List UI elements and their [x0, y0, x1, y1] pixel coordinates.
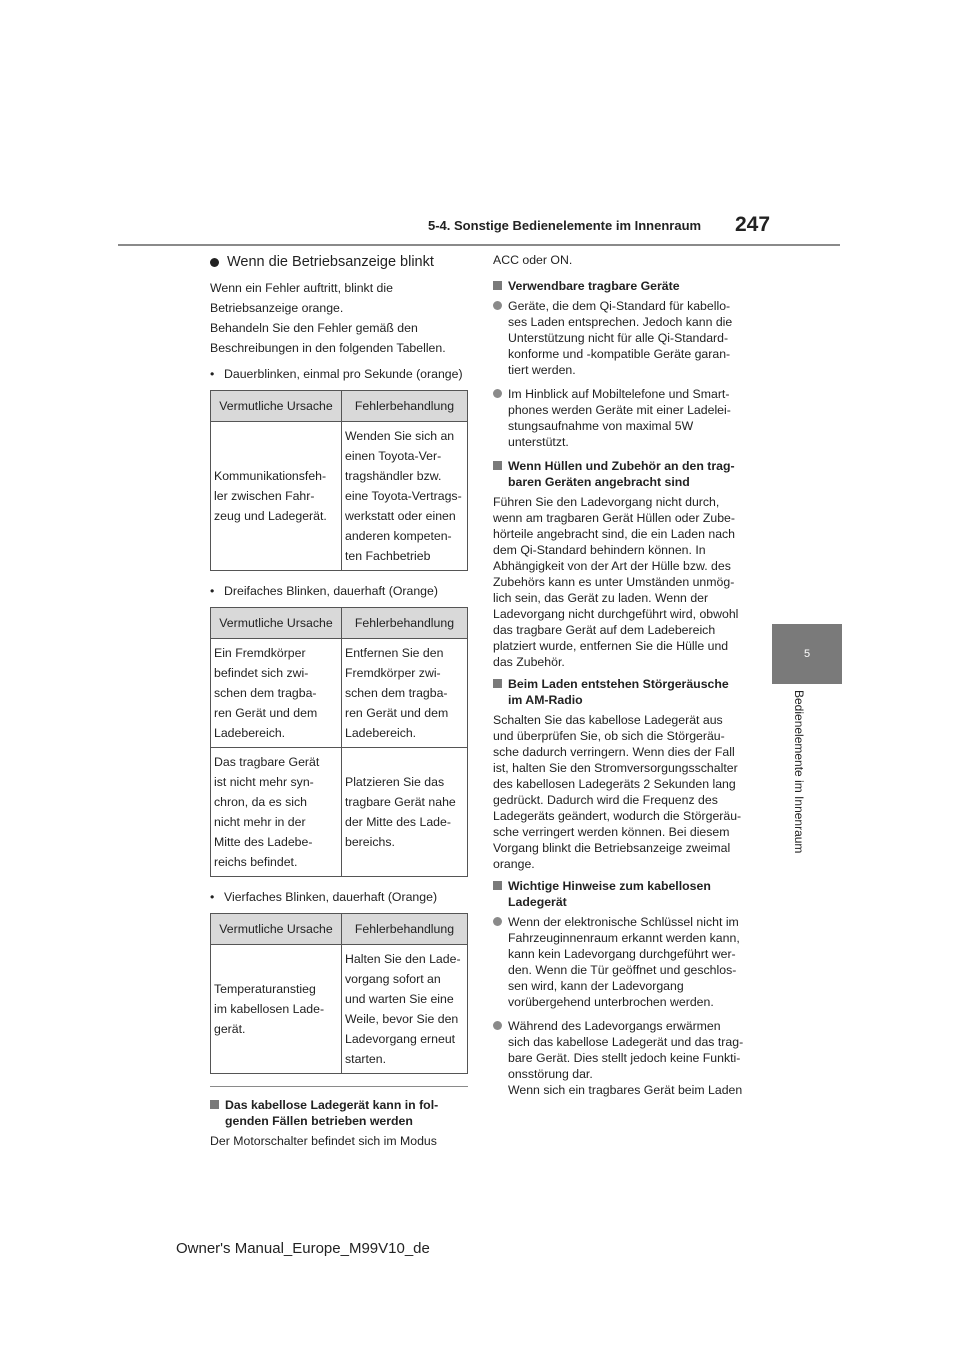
- devices-item-text: Geräte, die dem Qi-Standard für kabello- ses Laden entsprechen. Jedoch kann die Unterstützung nicht für alle Qi-Standard- konforme und -kompatible Geräte garan- tiert werden.: [508, 299, 733, 377]
- grey-dot-icon: [493, 389, 502, 398]
- case3-bullet: [210, 889, 472, 905]
- operation-heading-text: Das kabellose Ladegerät kann in fol- genden Fällen betrieben werden: [225, 1098, 439, 1128]
- cases-text: Führen Sie den Ladevorgang nicht durch, wenn am tragbaren Gerät Hüllen oder Zube- hörteile angebracht sind, die ein Laden nach dem Qi-Standard behindern können. In Abhängigkeit von der Art der Hülle bzw. des Zubehörs kann es unter Umständen unmög- lich sein, das Gerät zu laden. Wenn der Ladevorgang nicht durchgeführt wird, obwohl das tragbare Gerät auf dem Ladebereich platziert wurde, entfernen Sie die Hülle und das Zubehör.: [493, 495, 739, 669]
- cases-heading-text: Wenn Hüllen und Zubehör an den trag- baren Geräten angebracht sind: [508, 459, 735, 489]
- devices-heading-text: Verwendbare tragbare Geräte: [508, 279, 680, 293]
- bullet-dot-icon: [210, 258, 219, 267]
- table-header-row: [211, 914, 468, 945]
- grey-dot-icon: [493, 301, 502, 310]
- case2-bullet-text: Dreifaches Blinken, dauerhaft (Orange): [224, 584, 438, 598]
- devices-item: [493, 386, 755, 450]
- table-row: [211, 748, 468, 877]
- square-bullet-icon: [493, 881, 502, 890]
- chapter-label: Bedienelemente im Innenraum: [792, 690, 806, 854]
- table-header-row: [211, 391, 468, 422]
- left-column: [210, 252, 472, 1155]
- case3-bullet-text: Vierfaches Blinken, dauerhaft (Orange): [224, 890, 438, 904]
- case3-table: [210, 913, 468, 1074]
- chapter-number: 5: [803, 648, 811, 660]
- devices-item-text: Im Hinblick auf Mobiltelefone und Smart- phones werden Geräte mit einer Ladelei- stungsaufnahme von maximal 5W unterstützt.: [508, 387, 731, 449]
- bullet-mark: •: [210, 367, 215, 381]
- remedy-cell: Entfernen Sie den Fremdkörper zwi- schen dem tragba- ren Gerät und dem Ladebereich.: [342, 639, 468, 748]
- notes-item-text: Wenn der elektronische Schlüssel nicht im Fahrzeuginnenraum erkannt werden kann, kann kein Ladevorgang durchgeführt wer- den. Wenn die Tür geöffnet und geschlos- sen wird, kann der Ladevorgang vorübergehend unterbrochen werden.: [508, 915, 740, 1009]
- cause-cell: Das tragbare Gerät ist nicht mehr syn- chron, da es sich nicht mehr in der Mitte des Ladebe- reichs befindet.: [211, 748, 342, 877]
- notes-heading: [493, 878, 755, 910]
- operation-text: Der Motorschalter befindet sich im Modus: [210, 1134, 437, 1148]
- square-bullet-icon: [210, 1100, 219, 1109]
- header-rule: [118, 244, 840, 246]
- grey-dot-icon: [493, 1021, 502, 1030]
- continuation-text: ACC oder ON.: [493, 253, 573, 267]
- cause-cell: Kommunikationsfeh- ler zwischen Fahr- zeug und Ladegerät.: [211, 422, 342, 571]
- section-divider: [210, 1086, 468, 1087]
- square-bullet-icon: [493, 679, 502, 688]
- noise-heading: [493, 676, 755, 708]
- devices-heading: [493, 278, 755, 294]
- intro-line: Wenn ein Fehler auftritt, blinkt die: [210, 281, 393, 295]
- notes-item: [493, 914, 755, 1010]
- remedy-cell: Wenden Sie sich an einen Toyota-Ver- tragshändler bzw. eine Toyota-Vertrags- werkstatt oder einen anderen kompeten- ten Fachbetrieb: [342, 422, 468, 571]
- noise-heading-text: Beim Laden entstehen Störgeräusche im AM-Radio: [508, 677, 729, 707]
- cases-heading: [493, 458, 755, 490]
- table-row: [211, 422, 468, 571]
- table-row: [211, 945, 468, 1074]
- header-remedy: Fehlerbehandlung: [342, 608, 468, 639]
- header-remedy: Fehlerbehandlung: [342, 914, 468, 945]
- blink-heading-text: Wenn die Betriebsanzeige blinkt: [227, 254, 434, 270]
- table-row: [211, 639, 468, 748]
- intro-line: Betriebsanzeige orange.: [210, 301, 344, 315]
- bullet-mark: •: [210, 584, 215, 598]
- chapter-tab: [772, 624, 842, 684]
- case2-table: [210, 607, 468, 877]
- notes-item: [493, 1018, 755, 1098]
- intro-line: Behandeln Sie den Fehler gemäß den: [210, 321, 418, 335]
- blink-heading: [210, 254, 472, 270]
- case2-bullet: [210, 583, 472, 599]
- case1-table: [210, 390, 468, 571]
- header-cause: Vermutliche Ursache: [211, 608, 342, 639]
- case1-bullet-text: Dauerblinken, einmal pro Sekunde (orange): [224, 367, 463, 381]
- right-column: [493, 252, 755, 1106]
- cause-cell: Ein Fremdkörper befindet sich zwi- schen dem tragba- ren Gerät und dem Ladebereich.: [211, 639, 342, 748]
- noise-text: Schalten Sie das kabellose Ladegerät aus und überprüfen Sie, ob sich die Störgeräu- sche dadurch verringern. Wenn dies der Fall ist, halten Sie den Stromversorgungsschalter des kabellosen Ladegeräts 2 Sekunden lang gedrückt. Dadurch wird die Frequenz des Ladegeräts geändert, wodurch die Störgeräu- sche verringert werden können. Bei diesem Vorgang blinkt die Betriebsanzeige zweimal orange.: [493, 713, 742, 871]
- section-title: 5-4. Sonstige Bedienelemente im Innenraum: [428, 218, 702, 233]
- grey-dot-icon: [493, 917, 502, 926]
- intro-line: Beschreibungen in den folgenden Tabellen.: [210, 341, 446, 355]
- square-bullet-icon: [493, 461, 502, 470]
- footer-text: Owner's Manual_Europe_M99V10_de: [176, 1240, 430, 1257]
- case1-bullet: [210, 366, 472, 382]
- remedy-cell: Halten Sie den Lade- vorgang sofort an und warten Sie eine Weile, bevor Sie den Ladevorgang erneut starten.: [342, 945, 468, 1074]
- header-cause: Vermutliche Ursache: [211, 391, 342, 422]
- notes-heading-text: Wichtige Hinweise zum kabellosen Ladegerät: [508, 879, 711, 909]
- operation-heading: [210, 1097, 472, 1129]
- page-number: 247: [735, 213, 771, 236]
- cause-cell: Temperaturanstieg im kabellosen Lade- gerät.: [211, 945, 342, 1074]
- square-bullet-icon: [493, 281, 502, 290]
- bullet-mark: •: [210, 890, 215, 904]
- intro-text: [210, 278, 472, 358]
- remedy-cell: Platzieren Sie das tragbare Gerät nahe der Mitte des Lade- bereichs.: [342, 748, 468, 877]
- header-cause: Vermutliche Ursache: [211, 914, 342, 945]
- header-remedy: Fehlerbehandlung: [342, 391, 468, 422]
- notes-item-text: Während des Ladevorgangs erwärmen sich das kabellose Ladegerät und das trag- bare Gerät. Dies stellt jedoch keine Funkti- onsstörung dar. Wenn sich ein tragbares Gerät beim Laden: [508, 1019, 744, 1097]
- table-header-row: [211, 608, 468, 639]
- devices-item: [493, 298, 755, 378]
